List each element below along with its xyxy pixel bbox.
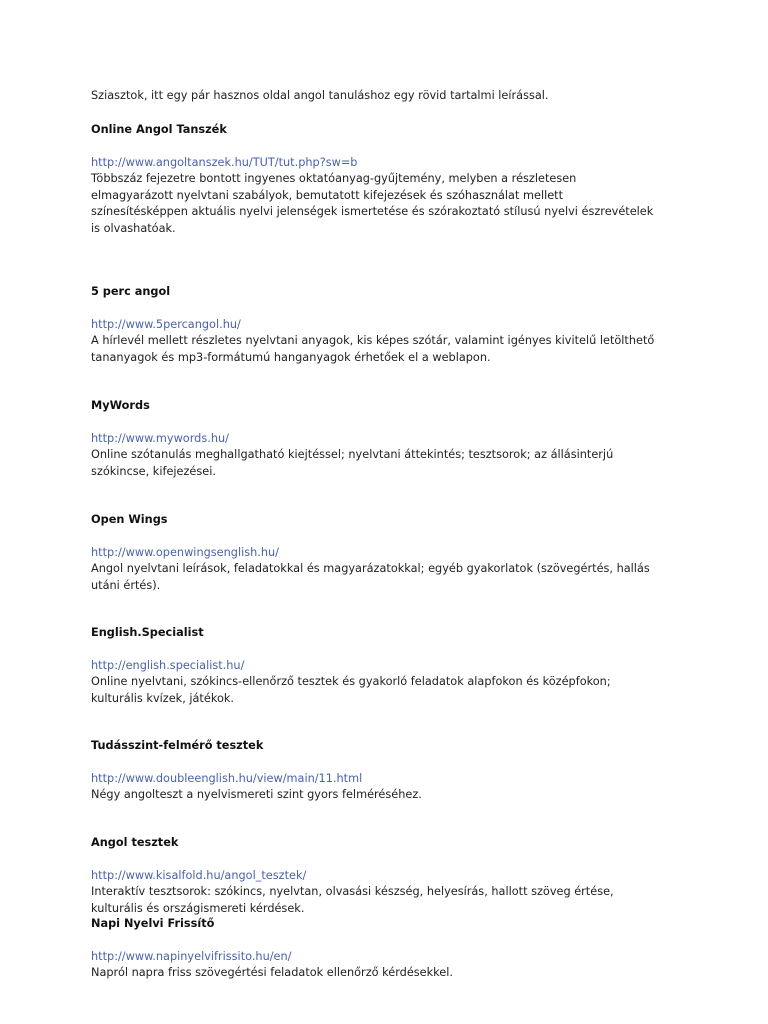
resource-section <box>91 284 691 366</box>
resource-section <box>91 738 691 804</box>
resource-section <box>91 512 691 594</box>
section-title: Angol tesztek <box>91 836 179 849</box>
description-line: kulturális kvízek, játékok. <box>91 691 234 705</box>
resource-link[interactable]: http://www.mywords.hu/ <box>91 431 229 445</box>
resource-link[interactable]: http://www.doubleenglish.hu/view/main/11.html <box>91 771 363 785</box>
description-line: utáni értés). <box>91 578 161 592</box>
resource-link[interactable]: http://www.angoltanszek.hu/TUT/tut.php?sw=b <box>91 155 358 169</box>
description-line: szókincse, kifejezései. <box>91 464 216 478</box>
resource-section <box>91 398 691 480</box>
description-line: tananyagok és mp3-formátumú hanganyagok érhetőek el a weblapon. <box>91 350 491 364</box>
description-line: Online nyelvtani, szókincs-ellenőrző tesztek és gyakorló feladatok alapfokon és középfokon; <box>91 675 611 688</box>
description-line: elmagyarázott nyelvtani szabályok, bemutatott kifejezések és szóhasználat mellett <box>91 188 564 202</box>
resource-link[interactable]: http://www.5percangol.hu/ <box>91 317 241 331</box>
section-title: Tudásszint-felmérő tesztek <box>91 739 264 752</box>
resource-section <box>91 916 691 982</box>
description-line: is olvashatóak. <box>91 221 176 235</box>
resource-link[interactable]: http://www.openwingsenglish.hu/ <box>91 545 279 559</box>
section-title: English.Specialist <box>91 626 204 639</box>
description-line: A hírlevél mellett részletes nyelvtani anyagok, kis képes szótár, valamint igényes kivitelű letölthető <box>91 334 655 347</box>
description-line: Online szótanulás meghallgatható kiejtéssel; nyelvtani áttekintés; tesztsorok; az állásinterjú <box>91 448 614 461</box>
resource-link[interactable]: http://www.napinyelvifrissito.hu/en/ <box>91 949 292 963</box>
resource-section <box>91 625 691 707</box>
resource-section <box>91 835 691 917</box>
description-line: Négy angolteszt a nyelvismereti szint gyors felméréséhez. <box>91 788 422 801</box>
section-title: Online Angol Tanszék <box>91 123 227 136</box>
resource-link[interactable]: http://www.kisalfold.hu/angol_tesztek/ <box>91 868 307 882</box>
description-line: Napról napra friss szövegértési feladatok ellenőrző kérdésekkel. <box>91 966 453 979</box>
description-line: színesítésképpen aktuális nyelvi jelenségek ismertetése és szórakoztató stílusú nyelvi észrevételek <box>91 205 654 218</box>
section-title: Napi Nyelvi Frissítő <box>91 917 215 930</box>
resource-section <box>91 122 691 237</box>
description-line: Interaktív tesztsorok: szókincs, nyelvtan, olvasási készség, helyesírás, hallott szöveg értése, <box>91 885 614 898</box>
description-line: kulturális és országismereti kérdések. <box>91 901 305 915</box>
resource-link[interactable]: http://english.specialist.hu/ <box>91 658 245 672</box>
section-title: Open Wings <box>91 513 168 526</box>
intro-text: Sziasztok, itt egy pár hasznos oldal angol tanuláshoz egy rövid tartalmi leírással. <box>91 89 549 102</box>
section-title: 5 perc angol <box>91 285 171 298</box>
section-title: MyWords <box>91 399 150 412</box>
description-line: Angol nyelvtani leírások, feladatokkal és magyarázatokkal; egyéb gyakorlatok (szövegértés, hallás <box>91 562 650 575</box>
description-line: Többszáz fejezetre bontott ingyenes oktatóanyag-gyűjtemény, melyben a részletesen <box>91 172 577 185</box>
